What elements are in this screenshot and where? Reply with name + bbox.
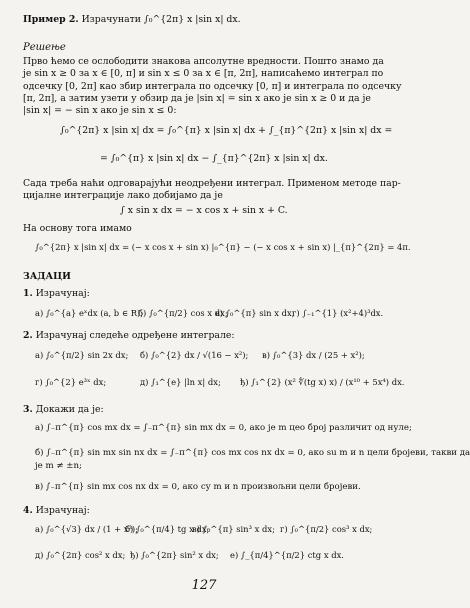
equation-1: ∫₀^{2π} x |sin x| dx = ∫₀^{π} x |sin x| dx + ∫_{π}^{2π} x |sin x| dx =	[60, 125, 393, 136]
problem-2-header	[23, 330, 235, 341]
example-header	[23, 14, 241, 25]
example-title: Израчунати ∫₀^{2π} x |sin x| dx.	[81, 14, 241, 25]
problem-2-item-b: б) ∫₀^{2} dx / √(16 − x²);	[140, 350, 249, 360]
problem-4-item-e: е) ∫_{π/4}^{π/2} ctg x dx.	[230, 550, 344, 560]
equation-4: ∫₀^{2π} x |sin x| dx = (− x cos x + sin x) |₀^{π} − (− x cos x + sin x) |_{π}^{2π} = 4π.	[35, 242, 411, 252]
problem-1-header	[23, 288, 90, 299]
intro-line-4: [π, 2π], а затим узети у обзир да је |sin x| = sin x ако је sin x ≥ 0 и да је	[23, 93, 371, 104]
problem-4-item-b: б) ∫₀^{π/4} tg x dx;	[125, 524, 210, 534]
problem-number: 3.	[23, 404, 33, 415]
problem-4-item-a: а) ∫₀^{√3} dx / (1 + x²);	[35, 524, 138, 534]
example-label: Пример 2.	[23, 14, 79, 25]
problem-prompt: Израчунај:	[35, 505, 90, 516]
problem-3-line-b: б) ∫₋π^{π} sin mx sin nx dx = ∫₋π^{π} cos mx cos nx dx = 0, ако su m и n цели бројеви, такви да	[35, 448, 470, 458]
intro-line-3: одсечку [0, 2π] као збир интеграла по одсечку [0, π] и интеграла по одсечку	[23, 81, 402, 92]
problem-1-item-g: г) ∫₋₁^{1} (x²+4)³dx.	[292, 308, 384, 318]
intro-line-2: је sin x ≥ 0 за x ∈ [0, π] и sin x ≤ 0 за x ∈ [π, 2π], написаћемо интеграл по	[23, 68, 384, 79]
equation-3: ∫ x sin x dx = − x cos x + sin x + C.	[120, 205, 288, 216]
problem-number: 4.	[23, 505, 33, 516]
intro-line-5: |sin x| = − sin x ако је sin x ≤ 0:	[23, 105, 177, 116]
problem-prompt: Израчунај:	[35, 288, 90, 299]
problem-4-item-dj: ђ) ∫₀^{2π} sin² x dx;	[130, 550, 219, 560]
problem-4-header	[23, 505, 90, 516]
problem-1-item-b: б) ∫₀^{π/2} cos x dx;	[138, 308, 228, 318]
problem-2-item-g: г) ∫₀^{2} e³ˣ dx;	[35, 377, 107, 387]
problem-number: 1.	[23, 288, 33, 299]
equation-2: = ∫₀^{π} x |sin x| dx − ∫_{π}^{2π} x |sin x| dx.	[100, 153, 328, 164]
problem-prompt: Израчунај следеће одређене интеграле:	[35, 330, 235, 341]
problem-3-line-b2: је m ≠ ±n;	[35, 461, 82, 471]
page-number: 127	[191, 578, 217, 593]
problem-1-item-v: в) ∫₀^{π} sin x dx;	[215, 308, 295, 318]
problem-2-item-v: в) ∫₀^{3} dx / (25 + x²);	[262, 350, 365, 360]
problem-number: 2.	[23, 330, 33, 341]
problem-4-item-d: д) ∫₀^{2π} cos² x dx;	[35, 550, 126, 560]
problem-3-header	[23, 404, 104, 415]
solution-heading: Решење	[23, 42, 66, 53]
problem-4-item-g: г) ∫₀^{π/2} cos³ x dx;	[280, 524, 373, 534]
problem-1-item-a: а) ∫₀^{a} eˣdx (a, b ∈ R);	[35, 308, 144, 318]
problem-2-item-dj: ђ) ∫₁^{2} (x² ∜(tg x) x) / (x¹⁰ + 5x⁴) dx.	[240, 377, 405, 387]
problem-3-line-a: а) ∫₋π^{π} cos mx dx = ∫₋π^{π} sin mx dx = 0, ако је m цео број различит од нуле;	[35, 423, 412, 433]
problem-4-item-v: в) ∫₀^{π} sin³ x dx;	[192, 524, 275, 534]
middle-line-2: цијалне интеграције лако добијамо да је	[23, 190, 223, 201]
problem-2-item-d: д) ∫₁^{e} |ln x| dx;	[140, 377, 221, 387]
problem-2-item-a: а) ∫₀^{π/2} sin 2x dx;	[35, 350, 129, 360]
problem-prompt: Докажи да је:	[35, 404, 104, 415]
middle-line-1: Сада треба наћи одговарајући неодређени интеграл. Применом методе пар-	[23, 178, 401, 189]
result-intro: На основу тога имамо	[23, 223, 132, 234]
problem-3-line-v: в) ∫₋π^{π} sin mx cos nx dx = 0, ако су m и n произвољни цели бројеви.	[35, 482, 361, 492]
intro-line-1: Прво ћемо се ослободити знакова апсолутне вредности. Пошто знамо да	[23, 56, 384, 67]
section-heading: ЗАДАЦИ	[23, 271, 71, 282]
